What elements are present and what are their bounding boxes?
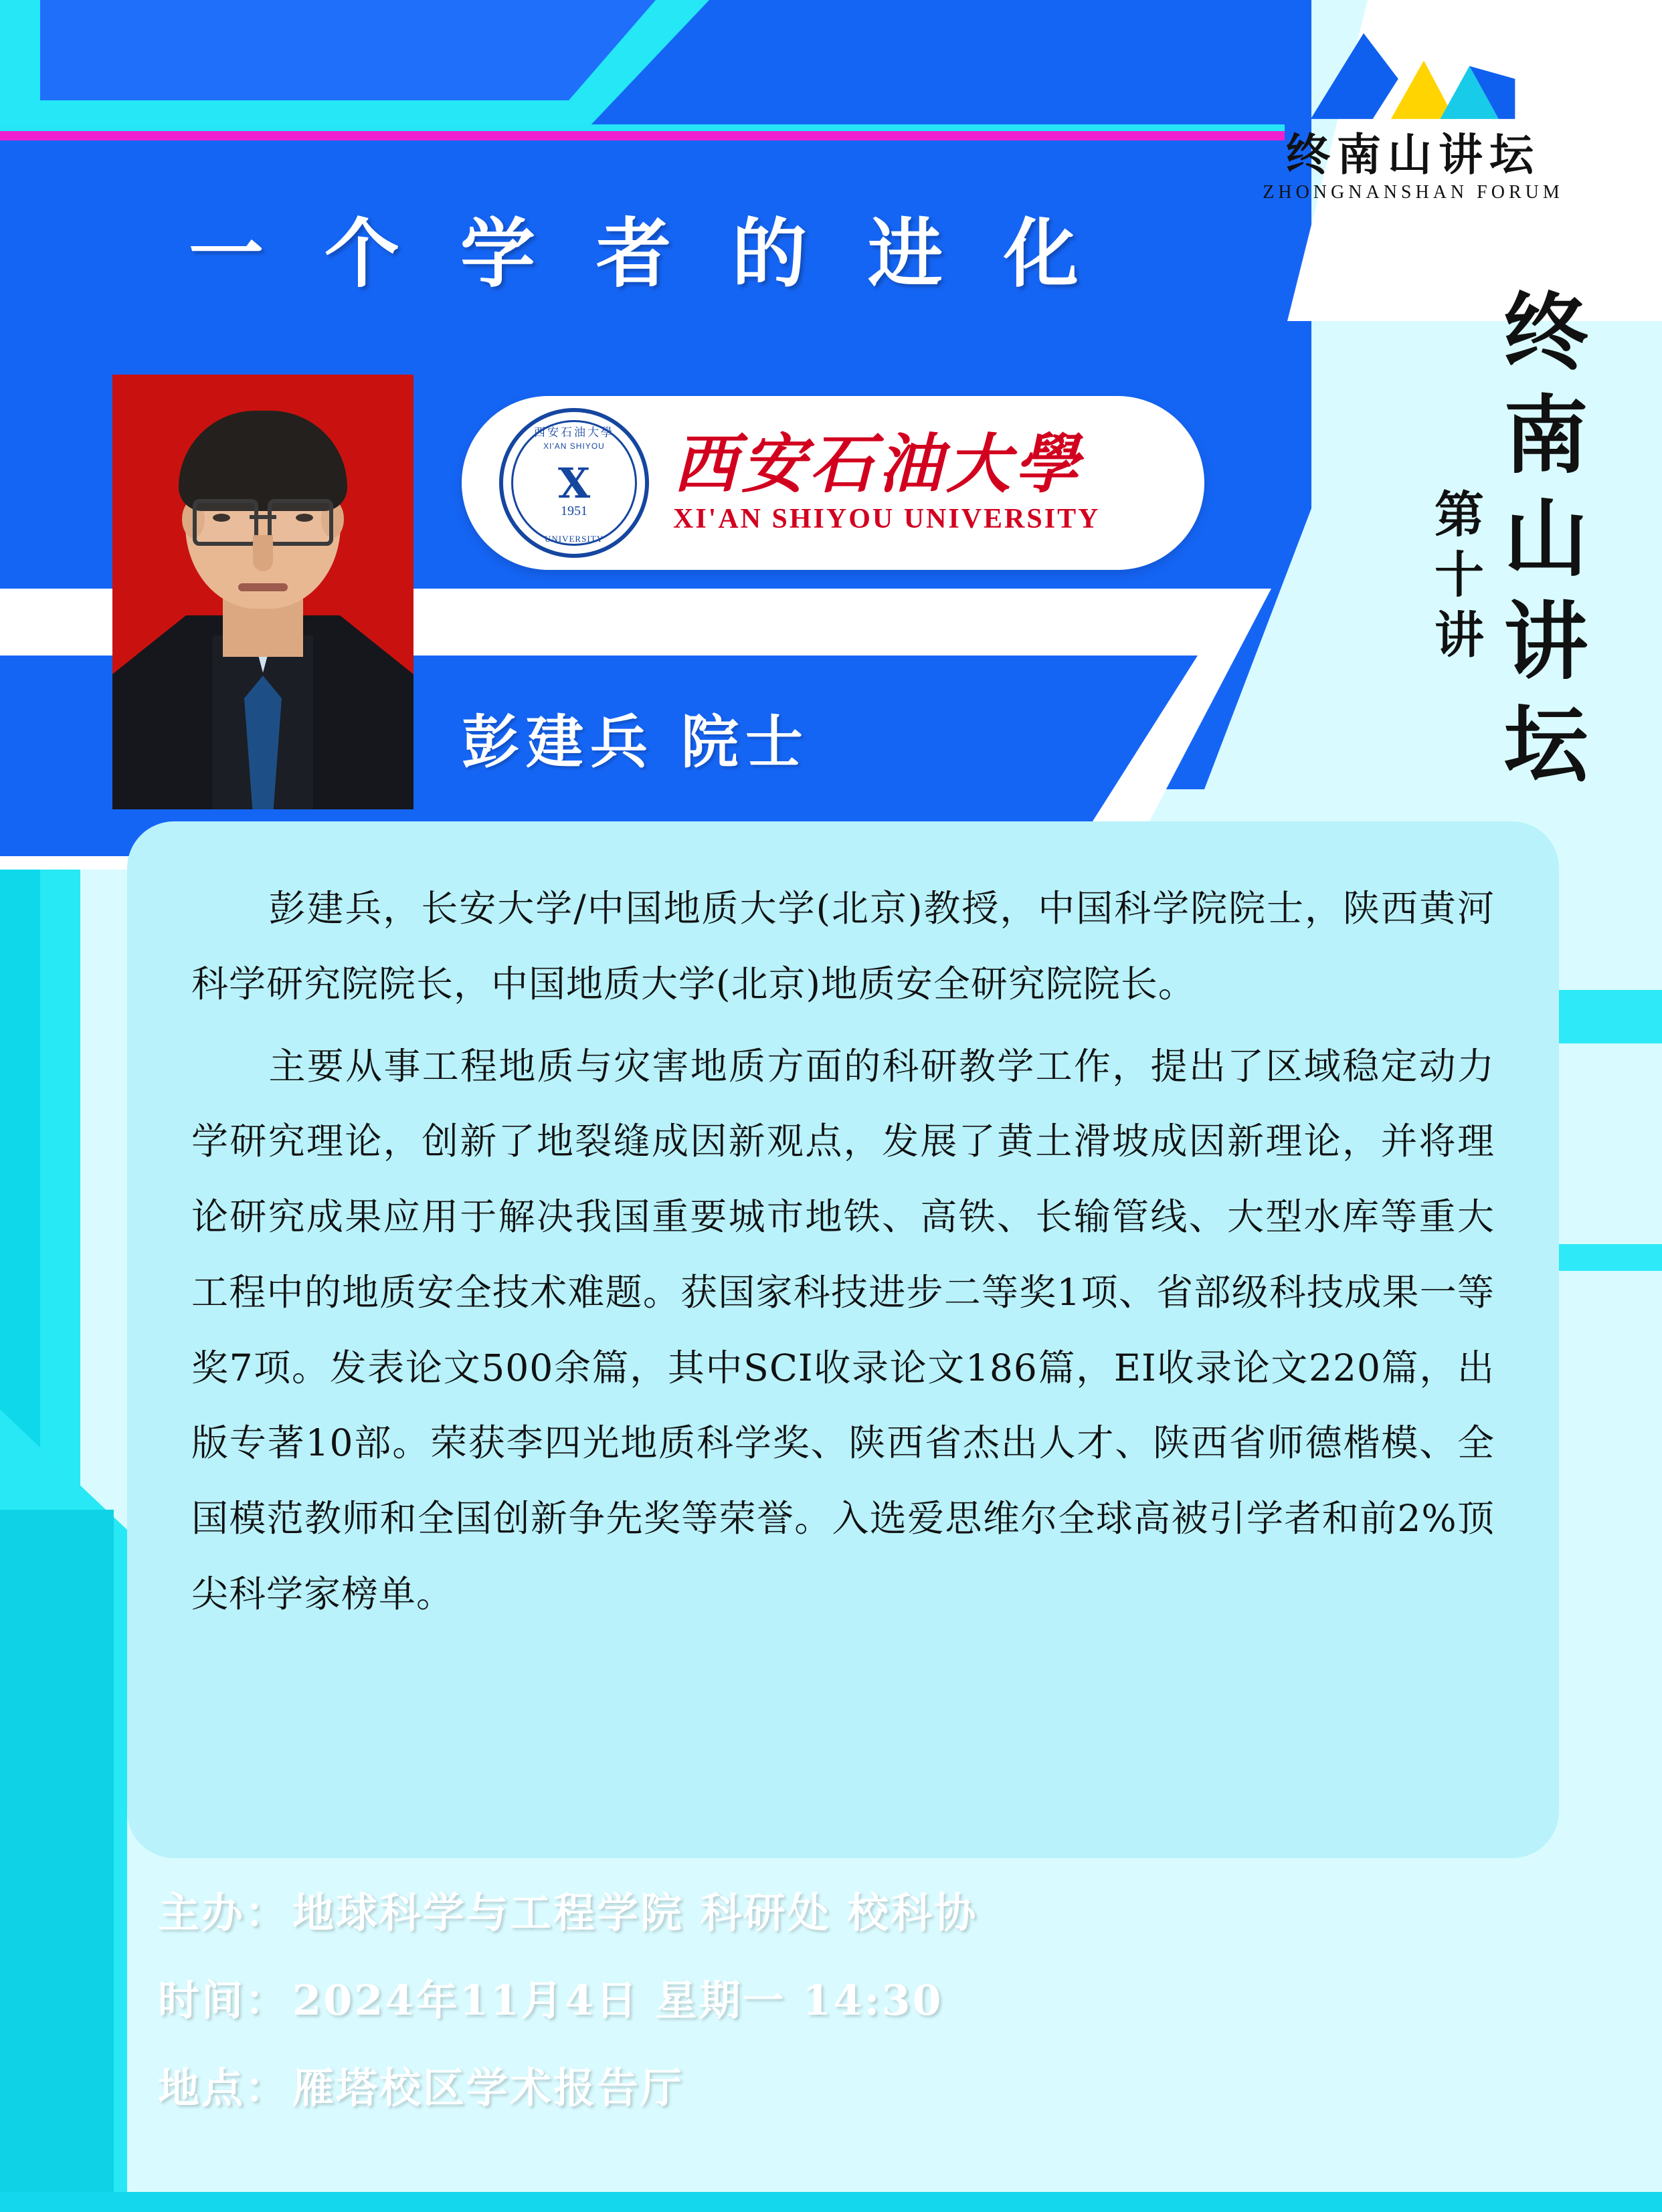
university-badge: [462, 396, 1204, 570]
brand-name-en: ZHONGNANSHAN FORUM: [1263, 182, 1564, 203]
divider-magenta-bar: [0, 131, 1285, 140]
portrait-mouth: [238, 583, 288, 591]
time-value: 2024年11月4日 星期一 14:30: [292, 1976, 943, 2025]
portrait-hair: [179, 411, 347, 511]
portrait-glasses-bridge: [250, 515, 276, 519]
event-details: [158, 1880, 1496, 2142]
divider-cyan-bar: [0, 124, 1285, 131]
seal-year: 1951: [561, 504, 587, 518]
poster-title: 一 个 学 者 的 进 化: [189, 210, 1096, 298]
brand-name-cn: 终南山讲坛: [1286, 128, 1540, 181]
university-names: [673, 425, 1101, 536]
zhongnanshan-mountain-logo-icon: [1303, 24, 1522, 124]
background-bottom-band: [0, 2192, 1662, 2212]
host-label: 主办：: [158, 1888, 289, 1937]
host-row: [158, 1880, 1496, 1939]
time-label: 时间：: [158, 1976, 289, 2025]
university-name-cn: 西安石油大學: [673, 425, 1083, 502]
time-row: [158, 1967, 1496, 2027]
place-value: 雁塔校区学术报告厅: [292, 2064, 684, 2112]
university-seal-icon: [499, 408, 649, 558]
speaker-bio-card: [127, 821, 1559, 1858]
host-value: 地球科学与工程学院 科研处 校科协: [292, 1888, 978, 1937]
speaker-portrait-photo: [112, 375, 413, 809]
portrait-glasses-right: [268, 499, 333, 546]
bio-paragraph: 彭建兵，长安大学/中国地质大学(北京)教授，中国科学院院士，陕西黄河科学研究院院长，中国地质大学(北京)地质安全研究院院长。: [191, 887, 1495, 1005]
speaker-name: 彭建兵 院士: [462, 708, 810, 776]
vertical-forum-session: 第十讲: [1426, 488, 1484, 669]
vertical-forum-main: 终南山讲坛: [1490, 288, 1589, 803]
background-bottom-left-wedge-inner: [0, 1510, 114, 2212]
bio-paragraph: 主要从事工程地质与灾害地质方面的科研教学工作，提出了区域稳定动力学研究理论，创新了地裂缝成因新观点，发展了黄土滑坡成因新理论，并将理论研究成果应用于解决我国重要城市地铁、高铁、长输管线、大型水库等重大工程中的地质安全技术难题。获国家科技进步二等奖1项、省部级科技成果一等奖7项。发表论文500余篇，其中SCI收录论文186篇，EI收录论文220篇，出版专著10部。荣获李四光地质科学奖、陕西省杰出人才、陕西省师德楷模、全国模范教师和全国创新争先奖等荣誉。入选爱思维尔全球高被引学者和前2%顶尖科学家榜单。: [191, 1044, 1495, 1615]
background-top-left-wedge-inner: [40, 0, 656, 100]
seal-monogram: X: [557, 458, 591, 508]
seal-en-arc: XI'AN SHIYOU: [543, 441, 605, 451]
portrait-nose: [253, 535, 273, 571]
vertical-forum-title: [1361, 288, 1589, 803]
portrait-glasses-left: [193, 499, 258, 546]
seal-bottom-en: UNIVERSITY: [545, 534, 604, 544]
place-row: [158, 2055, 1496, 2114]
seal-top-text: 西安石油大學: [534, 426, 614, 439]
forum-brand: [1239, 24, 1587, 203]
university-name-en: XI'AN SHIYOU UNIVERSITY: [673, 504, 1101, 535]
place-label: 地点：: [158, 2064, 289, 2112]
